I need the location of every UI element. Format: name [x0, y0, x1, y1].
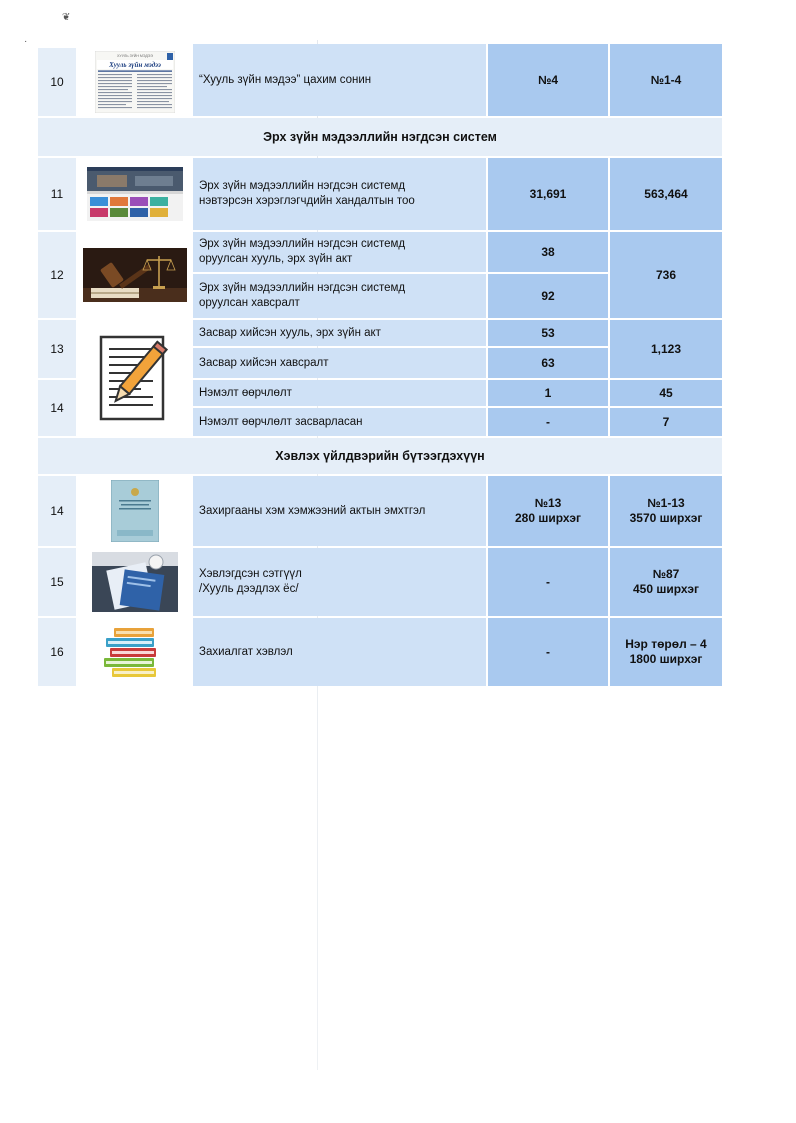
current-value-cell	[488, 380, 608, 406]
row-description	[193, 348, 486, 378]
cumulative-value: Нэр төрөл – 4	[625, 637, 707, 651]
cumulative-value: №1-4	[650, 72, 682, 87]
stacked-books-icon	[100, 624, 170, 680]
section-header	[38, 118, 722, 156]
description-text: Нэмэлт өөрчлөлт	[199, 386, 292, 399]
row-description	[193, 618, 486, 686]
description-text: оруулсан хууль, эрх зүйн акт	[199, 253, 353, 265]
section-title: Эрх зүйн мэдээллийн нэгдсэн систем	[263, 130, 497, 144]
row-description	[193, 274, 486, 318]
current-value: 38	[541, 244, 555, 259]
current-value: 31,691	[529, 186, 567, 201]
description-text: “Хууль зүйн мэдээ” цахим сонин	[199, 73, 372, 86]
current-value-cell	[488, 274, 608, 318]
document-pencil-thumbnail	[78, 320, 191, 436]
cumulative-value-cell	[610, 408, 722, 436]
description-text: Захиргааны хэм хэмжээний актын эмхтгэл	[199, 504, 426, 517]
current-value: №13	[534, 496, 562, 510]
description-text: Засвар хийсэн хууль, эрх зүйн акт	[199, 326, 381, 339]
row-number-text: 15	[50, 575, 64, 589]
row-number	[38, 380, 76, 436]
cumulative-value-cell	[610, 232, 722, 318]
booklet-cover-icon	[111, 480, 159, 542]
magazine-desk-icon	[92, 552, 178, 612]
current-value-cell	[488, 476, 608, 546]
description-text: Нэмэлт өөрчлөлт засварласан	[199, 415, 363, 428]
cumulative-value: №87	[652, 567, 680, 581]
cumulative-value-cell	[610, 44, 722, 116]
masthead-text: Хууль зүйн мэдээ	[108, 61, 161, 69]
row-description	[193, 476, 486, 546]
cumulative-value: 450 ширхэг	[632, 582, 700, 596]
row-number-text: 16	[50, 645, 64, 659]
cumulative-value: 563,464	[644, 186, 688, 201]
current-value: 1	[544, 385, 552, 400]
cumulative-value: 7	[662, 414, 670, 429]
current-value-cell	[488, 44, 608, 116]
cumulative-value: 1800 ширхэг	[629, 652, 703, 666]
current-value: 92	[541, 288, 555, 303]
row-number-text: 10	[50, 75, 64, 89]
cumulative-value: 45	[659, 385, 673, 400]
document-pencil-icon	[97, 333, 173, 423]
row-number-text: 14	[50, 504, 64, 518]
cumulative-value-cell	[610, 320, 722, 378]
website-thumbnail	[78, 158, 191, 230]
row-number	[38, 48, 76, 116]
description-text: нэвтэрсэн хэрэглэгчдийн хандалтын тоо	[199, 195, 415, 207]
current-value: -	[546, 574, 550, 589]
row-description	[193, 380, 486, 406]
row-number	[38, 548, 76, 616]
description-text: /Хууль дээдлэх ёс/	[199, 583, 299, 595]
row-number-text: 12	[50, 268, 64, 282]
cumulative-value: 3570 ширхэг	[629, 511, 703, 525]
row-number	[38, 232, 76, 318]
cumulative-value-cell	[610, 380, 722, 406]
row-description	[193, 44, 486, 116]
current-value-cell	[488, 320, 608, 346]
current-value-cell	[488, 232, 608, 272]
newspaper-icon	[95, 51, 175, 113]
row-number-text: 11	[50, 187, 64, 201]
description-text: Эрх зүйн мэдээллийн нэгдсэн системд	[199, 180, 406, 192]
scan-speck: ❦	[62, 12, 71, 23]
current-value-cell	[488, 618, 608, 686]
description-text: Захиалгат хэвлэл	[199, 645, 293, 658]
booklet-thumbnail	[78, 476, 191, 546]
description-text: Эрх зүйн мэдээллийн нэгдсэн системд	[199, 282, 406, 294]
magazine-thumbnail	[78, 548, 191, 616]
website-screenshot-icon	[87, 167, 183, 221]
current-value-cell	[488, 408, 608, 436]
masthead-top-text: ХУУЛЬ ЗҮЙН МЭДЭЭ	[116, 54, 153, 58]
row-number	[38, 158, 76, 230]
books-thumbnail	[78, 618, 191, 686]
row-number	[38, 618, 76, 686]
current-value-cell	[488, 348, 608, 378]
newspaper-thumbnail	[78, 48, 191, 116]
description-text: Хэвлэгдсэн сэтгүүл	[199, 568, 302, 580]
cumulative-value: 1,123	[650, 341, 682, 356]
section-title: Хэвлэх үйлдвэрийн бүтээгдэхүүн	[275, 449, 485, 463]
description-text: оруулсан хавсралт	[199, 297, 300, 309]
description-text: Эрх зүйн мэдээллийн нэгдсэн системд	[199, 238, 406, 250]
cumulative-value: №1-13	[647, 496, 685, 510]
current-value-cell	[488, 158, 608, 230]
current-value: 53	[541, 325, 555, 340]
row-description	[193, 548, 486, 616]
description-text: Засвар хийсэн хавсралт	[199, 356, 329, 369]
row-description	[193, 408, 486, 436]
section-header	[38, 438, 722, 474]
row-number	[38, 320, 76, 378]
row-number-text: 13	[50, 342, 64, 356]
current-value: -	[546, 414, 550, 429]
row-description	[193, 158, 486, 230]
cumulative-value-cell	[610, 476, 722, 546]
current-value: №4	[537, 72, 559, 87]
current-value: 63	[541, 355, 555, 370]
cumulative-value-cell	[610, 618, 722, 686]
gavel-thumbnail	[78, 232, 191, 318]
row-description	[193, 232, 486, 272]
row-description	[193, 320, 486, 346]
cumulative-value-cell	[610, 548, 722, 616]
gavel-scales-icon	[83, 248, 187, 302]
row-number-text: 14	[50, 401, 64, 415]
cumulative-value-cell	[610, 158, 722, 230]
current-value: -	[546, 644, 550, 659]
scan-speck: ·	[24, 36, 28, 47]
cumulative-value: 736	[655, 267, 677, 282]
row-number	[38, 476, 76, 546]
current-value: 280 ширхэг	[514, 511, 582, 525]
current-value-cell	[488, 548, 608, 616]
